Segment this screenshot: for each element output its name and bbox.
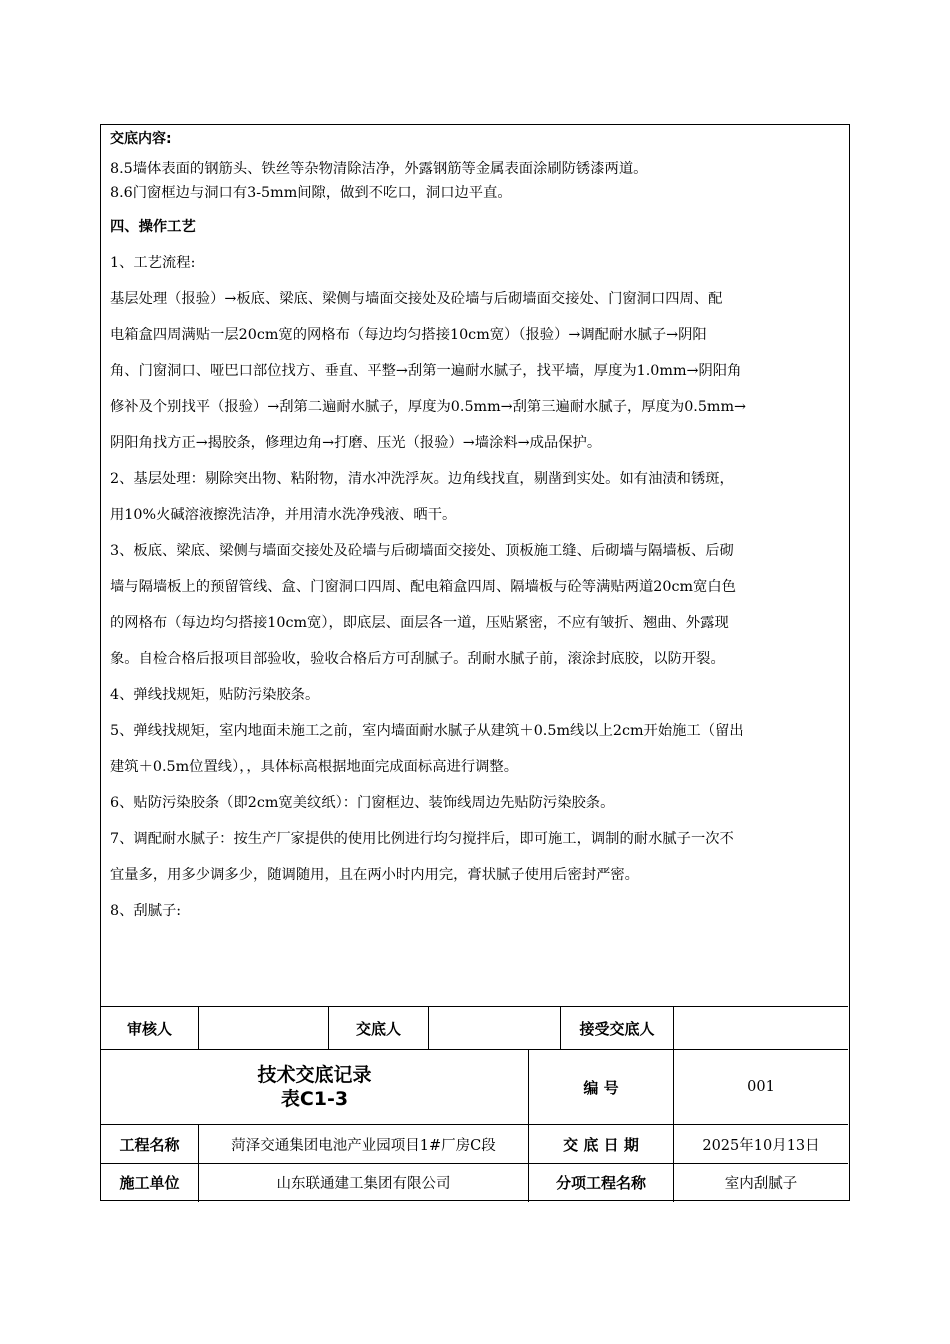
content-line: 宜量多，用多少调多少，随调随用，且在两小时内用完，膏状腻子使用后密封严密。 xyxy=(110,867,639,883)
contractor-value: 山东联通建工集团有限公司 xyxy=(276,1175,451,1192)
contractor-label: 施工单位 xyxy=(119,1173,180,1192)
content-line: 修补及个别找平（报验）→刮第二遍耐水腻子，厚度为0.5mm→刮第三遍耐水腻子，厚度为0.5mm→ xyxy=(110,399,747,415)
content-line: 四、操作工艺 xyxy=(110,219,196,235)
content-line: 6、贴防污染胶条（即2cm宽美纹纸）：门窗框边、装饰线周边先贴防污染胶条。 xyxy=(110,795,615,811)
subproject-value: 室内刮腻子 xyxy=(724,1175,798,1192)
content-line: 象。自检合格后报项目部验收，验收合格后方可刮腻子。刮耐水腻子前，滚涂封底胶，以防开裂。 xyxy=(110,651,725,667)
disclosure-record-form xyxy=(100,124,850,1201)
subproject-label: 分项工程名称 xyxy=(555,1173,646,1192)
number-value: 001 xyxy=(747,1079,775,1095)
content-line: 8.6门窗框边与洞口有3-5mm间隙，做到不吃口，洞口边平直。 xyxy=(110,185,512,201)
content-line: 基层处理（报验）→板底、梁底、梁侧与墙面交接处及砼墙与后砌墙面交接处、门窗洞口四周、配 xyxy=(110,291,723,307)
discloser-label: 交底人 xyxy=(355,1019,401,1038)
receiver-field[interactable] xyxy=(674,1007,848,1049)
content-line: 的网格布（每边均匀搭接10cm宽），即底层、面层各一道，压贴紧密，不应有皱折、翘曲、外露现 xyxy=(110,615,729,631)
content-line: 用10%火碱溶液擦洗洁净，并用清水洗净残液、晒干。 xyxy=(110,507,457,523)
content-section-header: 交底内容: xyxy=(110,131,172,147)
form-title xyxy=(101,1050,528,1124)
content-line: 4、弹线找规矩，贴防污染胶条。 xyxy=(110,687,320,703)
content-line: 阴阳角找方正→揭胶条，修理边角→打磨、压光（报验）→墙涂料→成品保护。 xyxy=(110,435,602,451)
form-title-main: 技术交底记录 xyxy=(257,1064,372,1086)
project-name-value: 菏泽交通集团电池产业园项目1#厂房C段 xyxy=(231,1137,496,1154)
disclosure-date-label: 交 底 日 期 xyxy=(563,1135,639,1154)
content-line: 电箱盒四周满贴一层20cm宽的网格布（每边均匀搭接10cm宽）（报验）→调配耐水腻子→阴阳 xyxy=(110,327,707,343)
content-line: 2、基层处理：剔除突出物、粘附物，清水冲洗浮灰。边角线找直，剔凿到实处。如有油渍和锈斑， xyxy=(110,471,734,487)
content-line: 5、弹线找规矩，室内地面未施工之前，室内墙面耐水腻子从建筑＋0.5m线以上2cm开始施工（留出 xyxy=(110,723,744,739)
reviewer-label: 审核人 xyxy=(126,1019,172,1038)
content-line: 3、板底、梁底、梁侧与墙面交接处及砼墙与后砌墙面交接处、顶板施工缝、后砌墙与隔墙板、后砌 xyxy=(110,543,734,559)
content-line: 8、刮腻子: xyxy=(110,903,182,919)
discloser-field[interactable] xyxy=(429,1007,560,1049)
content-line: 8.5墙体表面的钢筋头、铁丝等杂物清除洁净，外露钢筋等金属表面涂刷防锈漆两道。 xyxy=(110,161,648,177)
content-line: 建筑＋0.5m位置线），，具体标高根据地面完成面标高进行调整。 xyxy=(110,759,519,775)
number-label: 编 号 xyxy=(583,1078,619,1097)
content-line: 1、工艺流程: xyxy=(110,255,196,271)
content-line: 墙与隔墙板上的预留管线、盒、门窗洞口四周、配电箱盒四周、隔墙板与砼等满贴两道20cm宽白色 xyxy=(110,579,736,595)
form-title-code: 表C1-3 xyxy=(280,1088,349,1110)
content-line: 7、调配耐水腻子：按生产厂家提供的使用比例进行均匀搅拌后，即可施工，调制的耐水腻子一次不 xyxy=(110,831,734,847)
disclosure-content xyxy=(101,125,848,1006)
reviewer-field[interactable] xyxy=(199,1007,328,1049)
receiver-label: 接受交底人 xyxy=(579,1019,655,1038)
project-name-label: 工程名称 xyxy=(119,1135,180,1154)
content-line: 角、门窗洞口、哑巴口部位找方、垂直、平整→刮第一遍耐水腻子，找平墙，厚度为1.0mm→阴阳角 xyxy=(110,363,742,379)
disclosure-date-value: 2025年10月13日 xyxy=(702,1137,820,1154)
